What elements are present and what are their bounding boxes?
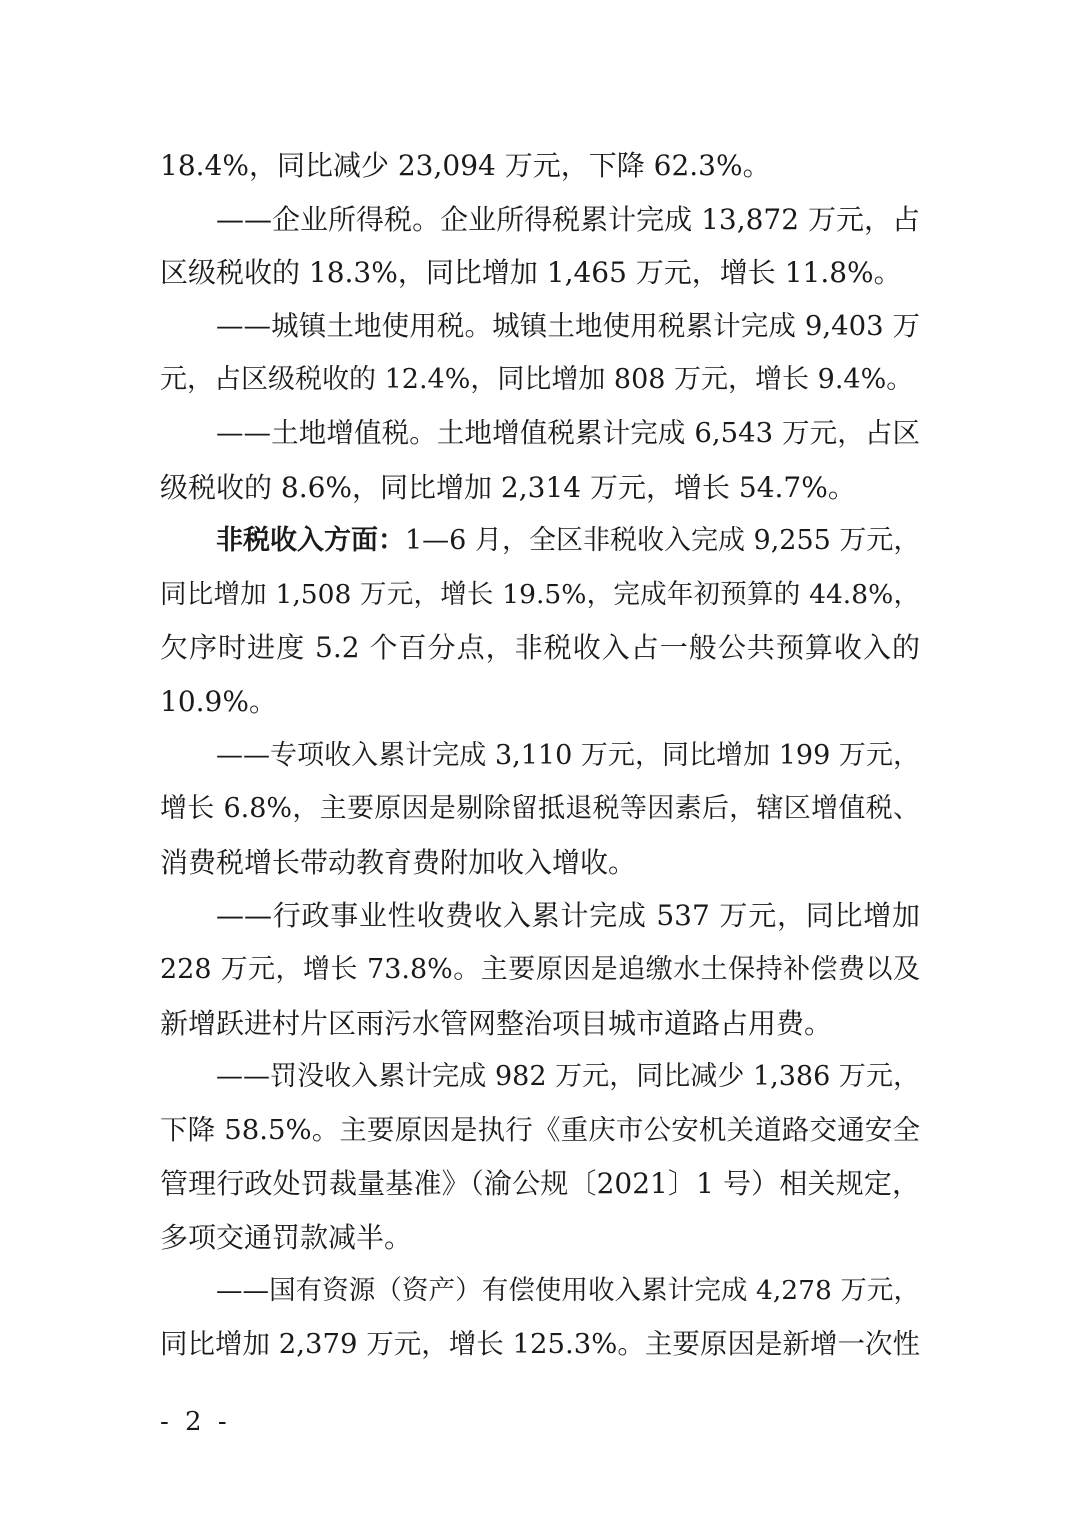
paragraph-line: [160, 514, 920, 568]
paragraph-line: 新增跃进村片区雨污水管网整治项目城市道路占用费。: [160, 1006, 833, 1040]
page-number: - 2 -: [160, 1407, 231, 1437]
paragraph-line: 下降 58.5%。主要原因是执行《重庆市公安机关道路交通安全: [160, 1113, 920, 1146]
paragraph-line: ——专项收入累计完成 3,110 万元，同比增加 199 万元，: [216, 739, 920, 771]
paragraph-line: 欠序时进度 5.2 个百分点，非税收入占一般公共预算收入的: [160, 631, 920, 665]
paragraph-line: 增长 6.8%，主要原因是剔除留抵退税等因素后，辖区增值税、: [160, 793, 920, 825]
paragraph-line: ——土地增值税。土地增值税累计完成 6,543 万元，占区: [216, 416, 920, 449]
paragraph-line: 10.9%。: [160, 684, 277, 718]
section-heading: 非税收入方面：: [216, 525, 405, 557]
paragraph-line: 区级税收的 18.3%，同比增加 1,465 万元，增长 11.8%。: [160, 256, 902, 290]
paragraph-line: ——行政事业性收费收入累计完成 537 万元，同比增加: [216, 899, 920, 933]
paragraph-line: 管理行政处罚裁量基准》（渝公规〔2021〕1 号）相关规定，: [160, 1167, 920, 1201]
document-body: [160, 139, 920, 1372]
paragraph-line: 228 万元，增长 73.8%。主要原因是追缴水土保持补偿费以及: [160, 953, 920, 985]
paragraph-line: ——罚没收入累计完成 982 万元，同比减少 1,386 万元，: [216, 1061, 920, 1093]
paragraph-line: 消费税增长带动教育费附加收入增收。: [160, 845, 637, 879]
paragraph-line: 多项交通罚款减半。: [160, 1220, 413, 1254]
paragraph-line: 同比增加 2,379 万元，增长 125.3%。主要原因是新增一次性: [160, 1328, 920, 1361]
paragraph-line: 元，占区级税收的 12.4%，同比增加 808 万元，增长 9.4%。: [160, 364, 914, 396]
paragraph-line: ——城镇土地使用税。城镇土地使用税累计完成 9,403 万: [216, 309, 920, 342]
paragraph-line: 级税收的 8.6%，同比增加 2,314 万元，增长 54.7%。: [160, 470, 856, 504]
paragraph-line: 18.4%，同比减少 23,094 万元，下降 62.3%。: [160, 149, 771, 182]
paragraph-line: ——企业所得税。企业所得税累计完成 13,872 万元，占: [216, 202, 920, 236]
paragraph-text: 1—6 月，全区非税收入完成 9,255 万元，: [405, 525, 921, 557]
paragraph-line: 同比增加 1,508 万元，增长 19.5%，完成年初预算的 44.8%，: [160, 578, 920, 610]
paragraph-line: ——国有资源（资产）有偿使用收入累计完成 4,278 万元，: [216, 1275, 920, 1307]
